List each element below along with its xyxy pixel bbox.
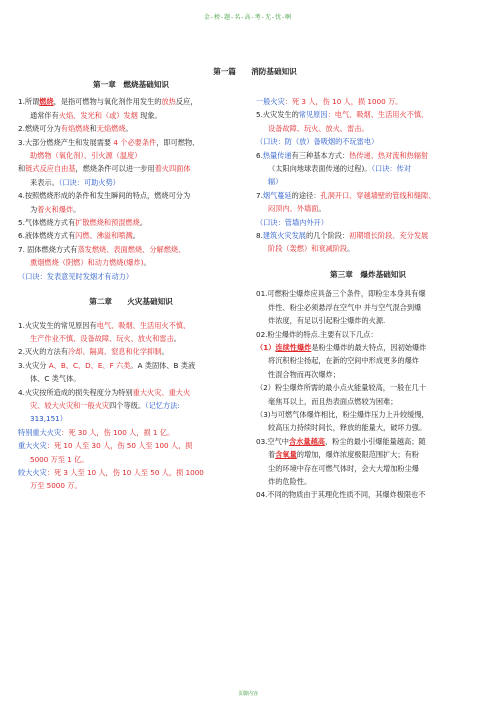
- dust-point-1: （1）连续性爆炸是粉尘爆炸的最大特点，因初始爆炸: [256, 342, 427, 352]
- item-1-cont: 通常伴有火焰、发光和（或）发烟 现象。: [30, 110, 162, 120]
- dust-point-2: （2）粉尘爆炸所需的最小点火能量较高，一般在几十: [256, 383, 426, 393]
- item-3-cont3: 来表示。（口诀：可助火势）: [30, 177, 120, 187]
- fire-item-4: 4.火灾按所造成的损失程度分为特别重大火灾、重大火: [18, 387, 191, 397]
- cause-item-5-cont: 设备故障、玩火、放火、雷击。: [268, 123, 369, 133]
- dust-point-1-cont2: 性混合物而再次爆炸；: [268, 369, 340, 379]
- item-5: 5.气体燃烧方式有扩散燃烧和预混燃烧。: [18, 218, 148, 228]
- fire-item-3-cont: 体、C 类气体。: [30, 374, 81, 384]
- dust-item-03-cont3: 炸的危险性。: [268, 476, 312, 486]
- item-3: 3.大部分燃烧产生和发展需要 4 个必要条件，即可燃物、: [18, 137, 200, 147]
- dust-point-2-cont: 毫焦耳以上，而且热表面点燃较为困难；: [268, 396, 398, 406]
- page-footer: 页脚内容: [237, 691, 258, 697]
- dust-item-02: 02.粉尘爆炸的特点.主要有以下几点：: [256, 329, 378, 339]
- smoke-item-7-mnemonic: （口诀：管墙内外开）: [256, 217, 328, 227]
- dust-item-03-cont2: 尘的环境中存在可燃气体时，会大大增加粉尘爆: [268, 463, 419, 473]
- dust-item-03: 03.空气中含水量越高，粉尘的最小引爆能量越高；随: [256, 436, 426, 446]
- stage-item-8: 8.建筑火灾发展的几个阶段：初期增长阶段、充分发展: [256, 231, 429, 241]
- grade-major: 重大火灾：死 10 人至 30 人，伤 50 人至 100 人，损: [18, 441, 193, 451]
- smoke-item-7: 7.烟气蔓延的途径：孔洞开口、穿越墙壁的管线和缝隙、: [256, 190, 436, 200]
- fire-item-1: 1.火灾发生的常见原因有电气、吸烟、生活用火不慎、: [18, 320, 191, 330]
- dust-item-03-cont: 着含氧量的增加，爆炸浓度极限范围扩大；有粉: [268, 450, 419, 460]
- right-column: [256, 95, 480, 502]
- dust-point-1-cont: 将沉积粉尘扬起，在新的空间中形成更多的爆炸: [268, 356, 419, 366]
- cause-item-5-mnemonic: （口诀：防（放）备吸烟的不玩雷电）: [256, 137, 379, 147]
- fire-item-4-memo: 313,151）: [30, 414, 67, 424]
- item-1: 1.所谓燃烧，是指可燃物与氧化剂作用发生的放热反应，: [18, 97, 198, 107]
- item-6: 6.液体燃烧方式有闪燃、沸溢和喷溅。: [18, 231, 140, 241]
- dust-item-01-cont2: 炸浓度，有足以引起粉尘爆炸的火源.: [268, 316, 386, 326]
- item-4-cont: 为着火和爆炸。: [30, 204, 81, 214]
- heat-item-6-memo: 辐）: [268, 177, 283, 187]
- chapter1-title: 第一章 燃烧基础知识: [93, 80, 169, 89]
- page-header: 金-榜-题-名-高-考-无-忧-啊: [203, 14, 293, 21]
- dust-item-01-cont: 炸性、粉尘必须悬浮在空气中 并与空气混合到爆: [268, 302, 422, 312]
- chapter3-title: 第三章 爆炸基础知识: [330, 269, 406, 279]
- heat-item-6: 6.热量传递有三种基本方式：热传递、热对流和热辐射: [256, 150, 429, 160]
- grade-general: 一般火灾：死 3 人，伤 10 人，损 1000 万。: [256, 97, 403, 106]
- item-2: 2.燃烧可分为有焰燃烧和无焰燃烧。: [18, 124, 133, 134]
- smoke-item-7-cont: 闷顶内、外墙面。: [268, 204, 326, 214]
- dust-item-01: 01.可燃粉尘爆炸应具备三个条件，即粉尘本身具有爆: [256, 289, 426, 299]
- item-3-cont: 助燃物（氧化剂）、引火源（温度）: [30, 151, 142, 161]
- chapter2-title: 第二章 火灾基础知识: [89, 297, 173, 307]
- stage-item-8-cont: 阶段（轰燃）和衰减阶段。: [268, 244, 355, 254]
- grade-larger: 较大火灾：死 3 人至 10 人，伤 10 人至 50 人，损 1000: [18, 467, 204, 477]
- dust-item-04: 04.不同的物质由于其理化性质不同，其爆炸极限也不: [256, 490, 426, 500]
- item-7-cont: 熏烟燃烧（阴燃）和动力燃烧(爆炸)。: [30, 258, 151, 268]
- fire-item-4-cont: 灾、较大火灾和一般火灾四个等级。（记忆方法:: [30, 400, 180, 410]
- part-title: 第一篇 消防基础知识: [213, 67, 297, 76]
- item-3-cont2: 和链式反应自由基，燃烧条件可以进一步用着火四面体: [18, 164, 191, 174]
- fire-item-1-cont: 生产作业不慎、设备故障、玩火、放火和雷击。: [30, 333, 181, 343]
- grade-major-cont: 5000 万至 1 亿。: [30, 454, 89, 464]
- left-column: [18, 66, 244, 493]
- dust-point-3-cont: 较高压力持续时间长，释放的能量大，破坏力强。: [268, 423, 427, 433]
- item-7-mnemonic: （口诀：发表意见时发烟才有动力）: [18, 271, 134, 281]
- heat-item-6-cont: （太阳向地球表面传递的过程)。（口诀：传对: [268, 164, 411, 174]
- grade-larger-cont: 万至 5000 万。: [30, 481, 82, 491]
- fire-item-2: 2.灭火的方法有冷却、隔离、窒息和化学抑制。: [18, 347, 169, 357]
- grade-especially-major: 特别重大火灾：死 30 人，伤 100 人，损 1 亿。: [18, 427, 175, 437]
- item-7: 7. 固体燃烧方式有蒸发燃烧、表面燃烧、分解燃烧、: [18, 244, 186, 254]
- item-4: 4.按照燃烧形成的条件和发生瞬间的特点，燃烧可分为: [18, 191, 191, 201]
- dust-point-3: （3)与可燃气体爆炸相比，粉尘爆炸压力上升较缓慢，: [256, 409, 429, 419]
- fire-item-3: 3.火灾分 A、B、C、D、E、F 六类。A 类固体、B 类液: [18, 360, 196, 370]
- cause-item-5: 5.火灾发生的常见原因：电气、吸烟、生活用火不慎、: [256, 110, 429, 120]
